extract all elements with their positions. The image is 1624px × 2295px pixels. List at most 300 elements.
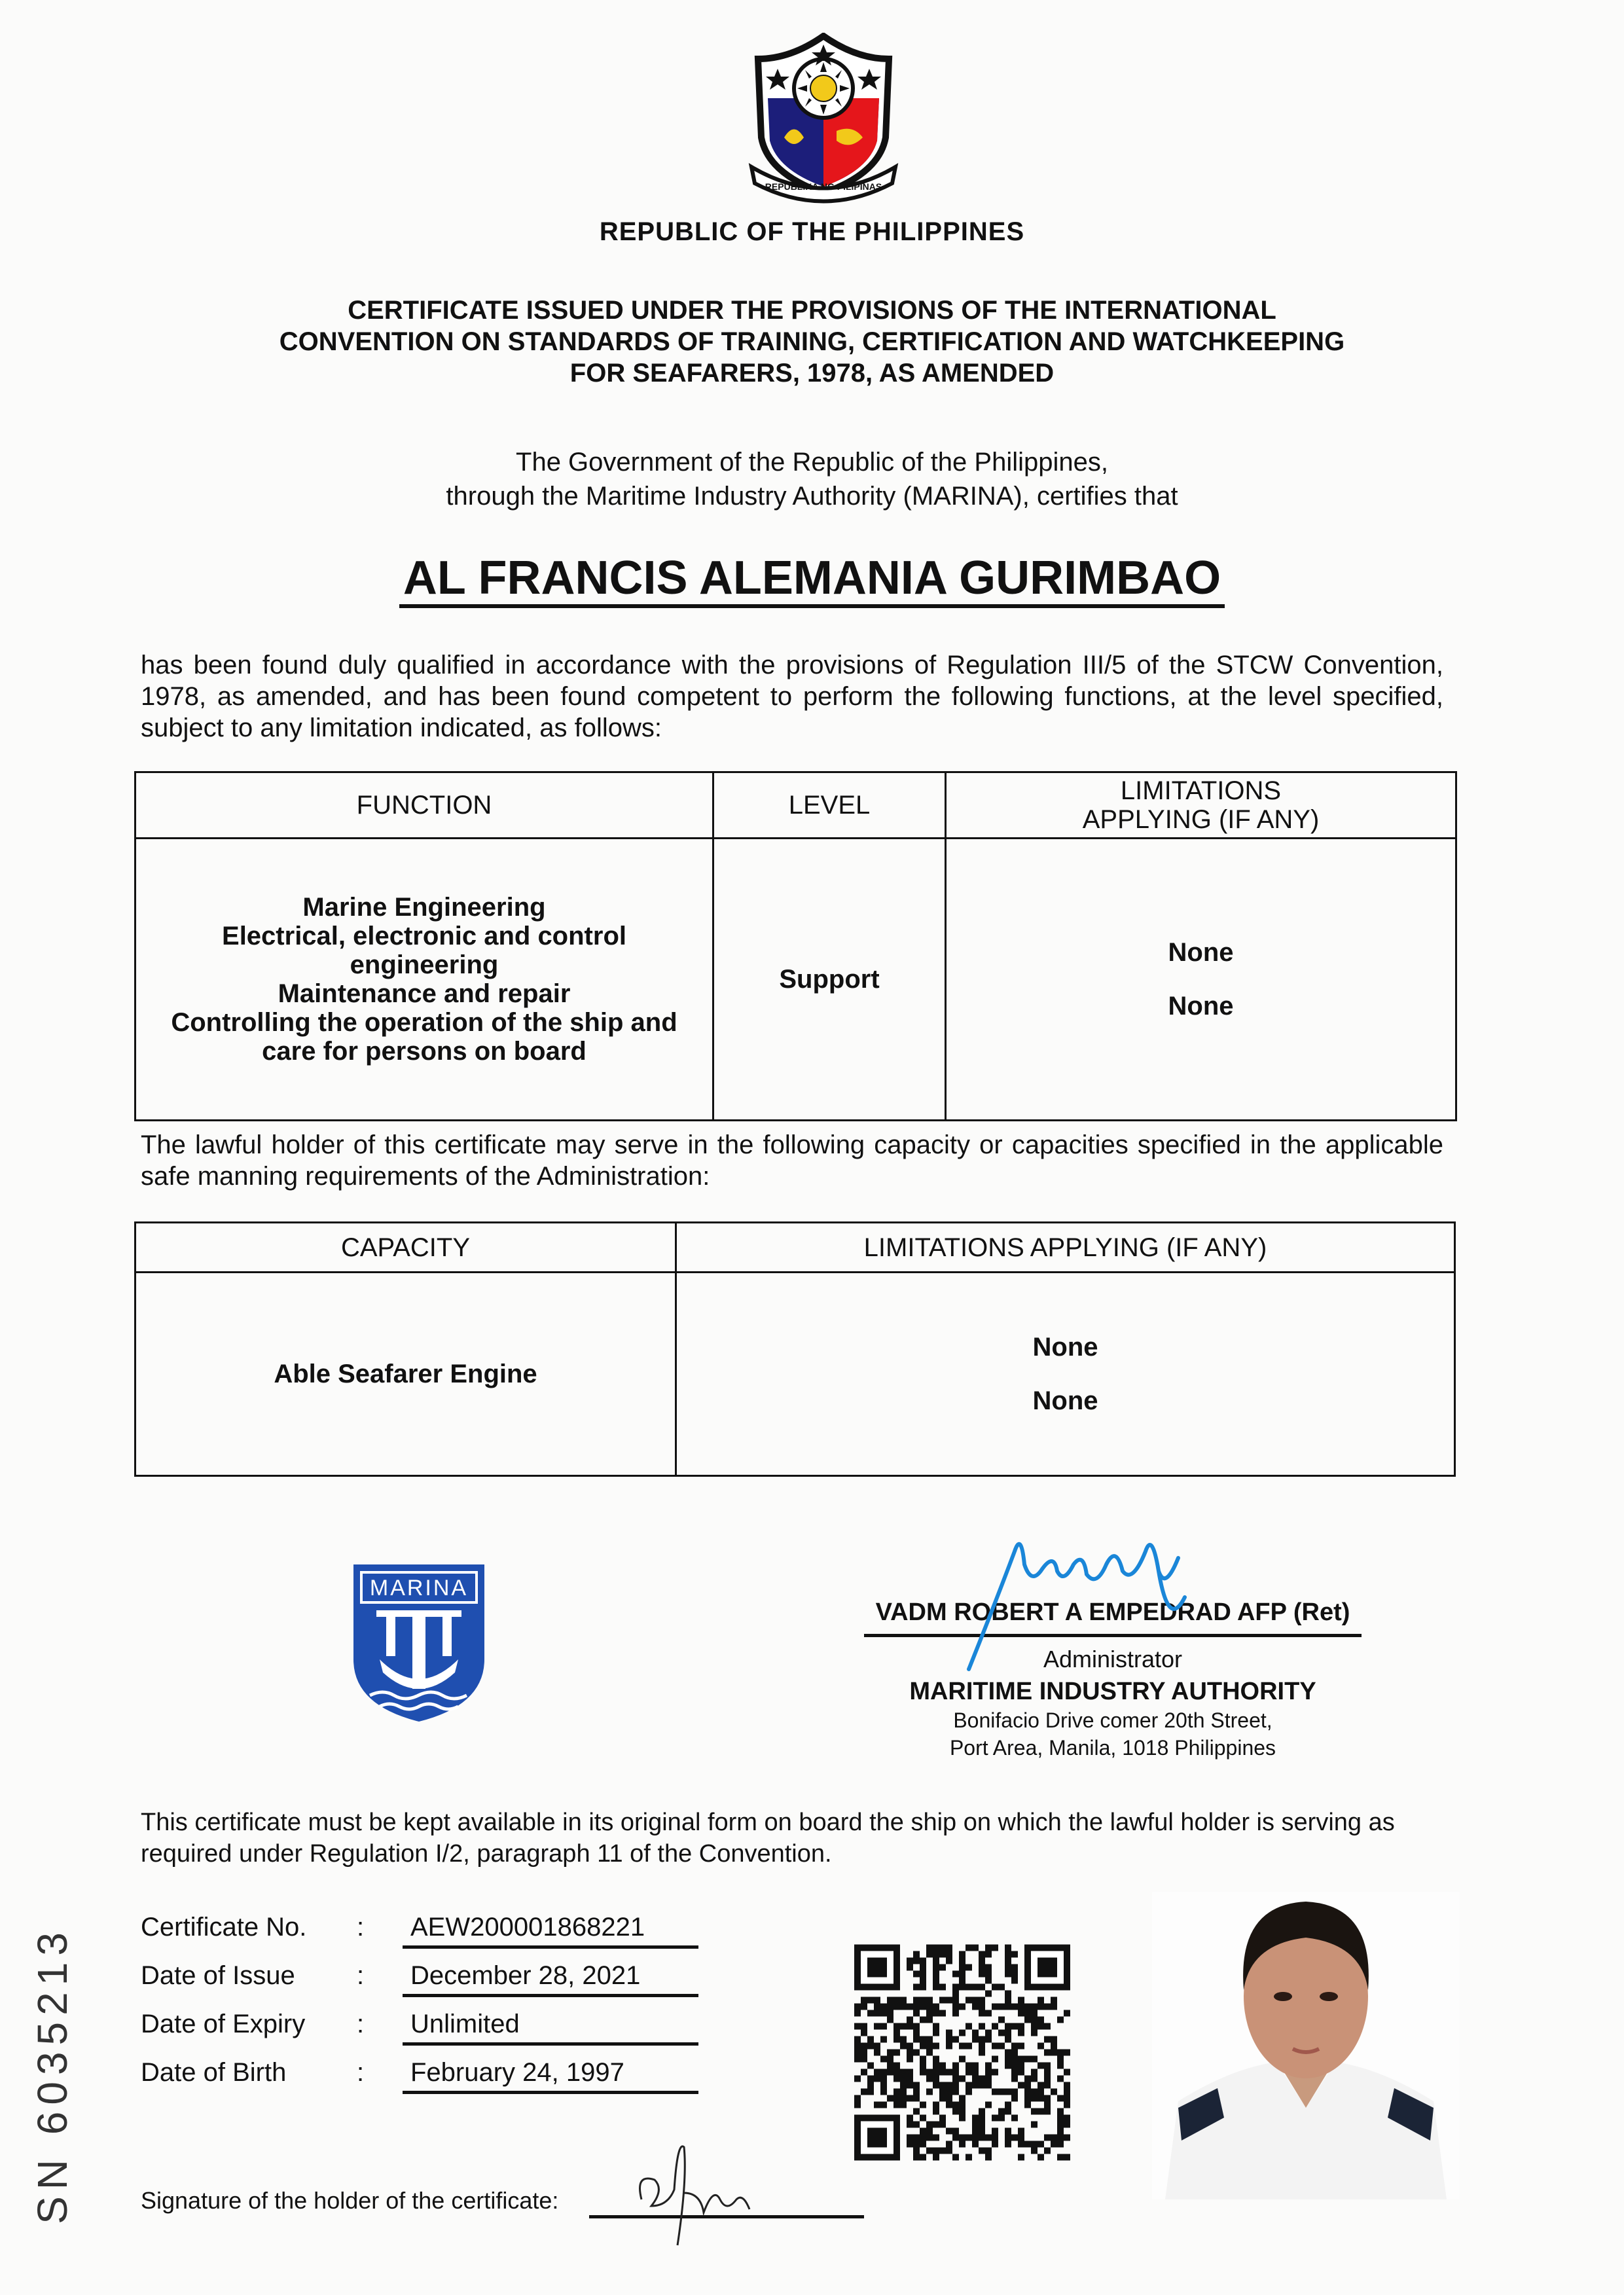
qr-module <box>979 2115 985 2122</box>
qr-module <box>900 2102 907 2108</box>
qr-module <box>959 1978 965 1984</box>
qr-module <box>1064 2154 1070 2161</box>
qr-module <box>972 2076 979 2082</box>
qr-module <box>1031 2004 1038 2010</box>
qr-module <box>926 2010 933 2017</box>
qr-module <box>1024 2095 1031 2102</box>
qr-module <box>1011 1964 1018 1971</box>
qr-module <box>913 2108 920 2115</box>
qr-module <box>985 2154 992 2161</box>
qr-module <box>1044 2063 1051 2069</box>
qr-module <box>1024 2004 1031 2010</box>
qr-module <box>907 2069 913 2076</box>
qr-module <box>1044 2076 1051 2082</box>
qr-module <box>992 2056 998 2063</box>
qr-module <box>1011 2063 1018 2069</box>
qr-module <box>1011 2023 1018 2030</box>
qr-module <box>900 2069 907 2076</box>
qr-module <box>1024 2010 1031 2017</box>
qr-module <box>1031 2030 1038 2036</box>
qr-module <box>979 1971 985 1978</box>
qr-module <box>1024 2082 1031 2089</box>
qr-module <box>965 1945 972 1951</box>
qr-module <box>1018 2154 1024 2161</box>
qr-module <box>972 2122 979 2128</box>
qr-module <box>972 2115 979 2122</box>
qr-module <box>933 2063 939 2069</box>
qr-module <box>893 2036 900 2043</box>
qr-module <box>893 2102 900 2108</box>
qr-module <box>1064 2069 1070 2076</box>
qr-module <box>920 1978 926 1984</box>
detail-label: Date of Issue <box>141 1961 295 1990</box>
qr-module <box>893 1997 900 2004</box>
qr-module <box>933 1984 939 1991</box>
qr-module <box>1018 1997 1024 2004</box>
qr-module <box>1064 2089 1070 2095</box>
qr-module <box>887 2010 893 2017</box>
qr-module <box>998 2004 1005 2010</box>
level-cell: Support <box>713 839 946 1121</box>
qr-module <box>1038 2141 1044 2148</box>
qr-module <box>1011 2050 1018 2056</box>
qr-module <box>907 2004 913 2010</box>
qr-module <box>965 2082 972 2089</box>
marina-logo <box>350 1561 488 1725</box>
qr-module <box>1005 2023 1011 2030</box>
qr-module <box>939 2089 946 2095</box>
qr-module <box>1031 2017 1038 2023</box>
intro-line: through the Maritime Industry Authority (MARINA), certifies that <box>446 482 1178 511</box>
qr-module <box>887 2063 893 2069</box>
qr-module <box>1038 2063 1044 2069</box>
qr-module <box>920 2102 926 2108</box>
qr-module <box>926 2036 933 2043</box>
qr-module <box>985 2082 992 2089</box>
qr-module <box>979 1964 985 1971</box>
qr-module <box>1044 2069 1051 2076</box>
qr-module <box>1044 2023 1051 2030</box>
qr-module <box>1057 2095 1064 2102</box>
keep-on-board-notice: This certificate must be kept available in its original form on board the ship on which the lawful holder is serving as required under Regulation I/2, paragraph 11 of the Convention. <box>141 1809 1395 1868</box>
qr-module <box>979 2082 985 2089</box>
qr-module <box>1051 2135 1057 2141</box>
qr-module <box>854 2095 861 2102</box>
functions-table-header <box>135 772 1456 839</box>
qr-module <box>920 2115 926 2122</box>
qr-module <box>946 2082 952 2089</box>
qr-module <box>926 2128 933 2135</box>
qr-module <box>1031 2056 1038 2063</box>
qr-module <box>1018 2004 1024 2010</box>
qr-module <box>1057 2108 1064 2115</box>
qr-module <box>979 2128 985 2135</box>
qr-module <box>952 2102 959 2108</box>
qr-module <box>985 2036 992 2043</box>
certificate-heading <box>0 295 1624 389</box>
qr-module <box>893 2004 900 2010</box>
qr-module <box>893 2089 900 2095</box>
qr-module <box>874 2102 880 2108</box>
qr-module <box>861 1997 867 2004</box>
qr-module <box>972 2082 979 2089</box>
qr-module <box>880 2089 887 2095</box>
qr-module <box>861 2030 867 2036</box>
qr-module <box>867 2076 874 2082</box>
qr-module <box>1018 2128 1024 2135</box>
qr-module <box>985 2030 992 2036</box>
qr-module <box>1057 2135 1064 2141</box>
qr-module <box>946 1997 952 2004</box>
qr-module <box>1018 2082 1024 2089</box>
detail-row-date-of-expiry <box>141 2003 704 2051</box>
qr-module <box>920 1958 926 1964</box>
qr-module <box>926 1951 933 1958</box>
limitation-value: None <box>1168 992 1234 1021</box>
qr-module <box>867 2036 874 2043</box>
qr-module <box>900 2004 907 2010</box>
qr-module <box>867 2089 874 2095</box>
qr-module <box>939 2095 946 2102</box>
qr-module <box>933 1978 939 1984</box>
qr-module <box>1044 2095 1051 2102</box>
qr-module <box>1031 2108 1038 2115</box>
qr-module <box>959 2135 965 2141</box>
qr-module <box>907 2043 913 2050</box>
qr-module <box>965 2063 972 2069</box>
qr-module <box>926 2148 933 2154</box>
qr-module <box>920 2036 926 2043</box>
qr-module <box>998 2030 1005 2036</box>
capacity-cell: Able Seafarer Engine <box>135 1273 676 1476</box>
qr-module <box>926 2069 933 2076</box>
qr-module <box>1057 2122 1064 2128</box>
qr-module <box>998 2017 1005 2023</box>
limitations-cell <box>946 839 1456 1121</box>
qr-module <box>939 1997 946 2004</box>
function-line: Marine Engineering <box>302 893 546 922</box>
header-capacity: CAPACITY <box>135 1223 676 1273</box>
qr-module <box>992 1945 998 1951</box>
qr-module <box>972 2069 979 2076</box>
qr-module <box>1051 2050 1057 2056</box>
qr-module <box>854 2102 861 2108</box>
qr-module <box>926 2076 933 2082</box>
qr-module <box>874 2076 880 2082</box>
qr-module <box>913 1958 920 1964</box>
qr-module <box>1005 2036 1011 2043</box>
qr-module <box>1038 2023 1044 2030</box>
heading-line: FOR SEAFARERS, 1978, AS AMENDED <box>569 359 1055 388</box>
qr-module <box>1011 2076 1018 2082</box>
anchor-icon <box>376 1610 461 1689</box>
table-row <box>135 1273 1455 1476</box>
qr-module <box>1051 1997 1057 2004</box>
qr-module <box>972 1984 979 1991</box>
detail-value: Unlimited <box>403 2008 698 2046</box>
qr-module <box>972 2004 979 2010</box>
qr-module <box>952 2089 959 2095</box>
qr-module <box>867 1997 874 2004</box>
qr-module <box>1011 2115 1018 2122</box>
qr-module <box>998 1984 1005 1991</box>
qr-module <box>959 2030 965 2036</box>
qr-module <box>913 2010 920 2017</box>
qr-module <box>900 2082 907 2089</box>
qr-module <box>880 2056 887 2063</box>
qr-module <box>972 2141 979 2148</box>
qr-module <box>920 2069 926 2076</box>
qr-module <box>854 2056 861 2063</box>
qr-module <box>861 2069 867 2076</box>
qr-module <box>979 2036 985 2043</box>
qr-module <box>972 2063 979 2069</box>
qr-module <box>1011 2089 1018 2095</box>
qr-module <box>907 2135 913 2141</box>
qr-module <box>952 1991 959 1997</box>
qr-module <box>965 2089 972 2095</box>
qr-module <box>939 1951 946 1958</box>
qr-module <box>965 1964 972 1971</box>
qr-module <box>867 2082 874 2089</box>
qr-module <box>933 2056 939 2063</box>
holder-signature-line <box>589 2215 864 2218</box>
qr-module <box>1057 2128 1064 2135</box>
qr-module <box>972 2128 979 2135</box>
qr-module <box>900 2036 907 2043</box>
qr-module <box>1005 1991 1011 1997</box>
qr-module <box>1031 2148 1038 2154</box>
qr-module <box>920 1984 926 1991</box>
qr-module <box>1038 2154 1044 2161</box>
qr-module <box>1031 2023 1038 2030</box>
qr-module <box>939 1964 946 1971</box>
qr-module <box>1031 2076 1038 2082</box>
qr-module <box>972 2135 979 2141</box>
functions-table <box>134 771 1457 1121</box>
qr-module <box>939 2082 946 2089</box>
qr-module <box>946 2128 952 2135</box>
qr-module <box>920 1997 926 2004</box>
qr-module <box>985 1991 992 1997</box>
qr-module <box>1011 1971 1018 1978</box>
philippine-coat-of-arms-seal <box>738 33 909 209</box>
qr-module <box>979 2108 985 2115</box>
detail-separator: : <box>357 2010 365 2038</box>
country-title: REPUBLIC OF THE PHILIPPINES <box>599 217 1025 246</box>
qr-module <box>979 1951 985 1958</box>
qr-module <box>1005 1951 1011 1958</box>
qr-module <box>965 2135 972 2141</box>
signatory-address-line: Port Area, Manila, 1018 Philippines <box>949 1736 1276 1760</box>
qr-module <box>1024 2076 1031 2082</box>
qr-module <box>874 2010 880 2017</box>
qr-module <box>933 2135 939 2141</box>
qr-module <box>913 2050 920 2056</box>
holder-signature <box>628 2127 759 2252</box>
qr-module <box>861 2056 867 2063</box>
qr-module <box>854 2043 861 2050</box>
qr-module <box>1057 2115 1064 2122</box>
qr-module <box>913 2154 920 2161</box>
qr-module <box>920 2056 926 2063</box>
qr-module <box>926 2089 933 2095</box>
qr-module <box>907 2115 913 2122</box>
qr-module <box>959 1964 965 1971</box>
qr-module <box>985 1951 992 1958</box>
qr-module <box>1011 1951 1018 1958</box>
qr-module <box>979 2043 985 2050</box>
qr-module <box>965 2154 972 2161</box>
qr-module <box>939 2010 946 2017</box>
qr-module <box>1005 2141 1011 2148</box>
qr-module <box>913 1984 920 1991</box>
qr-module <box>992 2135 998 2141</box>
limitation-value: None <box>1032 1333 1098 1362</box>
qr-module <box>1051 2089 1057 2095</box>
qr-module <box>992 2004 998 2010</box>
serial-number-text: SN 6035213 <box>29 1926 76 2224</box>
qr-module <box>920 2135 926 2141</box>
qr-module <box>1064 2102 1070 2108</box>
qr-module <box>1005 2089 1011 2095</box>
qr-module <box>939 2148 946 2154</box>
qr-module <box>1005 1971 1011 1978</box>
qr-module <box>979 2023 985 2030</box>
qr-module <box>1018 2063 1024 2069</box>
qr-module <box>1005 2056 1011 2063</box>
qr-module <box>1057 2154 1064 2161</box>
signatory-name: VADM ROBERT A EMPEDRAD AFP (Ret) <box>864 1597 1362 1637</box>
qr-module <box>893 2023 900 2030</box>
qr-module <box>1057 2063 1064 2069</box>
qr-module <box>1005 1945 1011 1951</box>
qr-module <box>913 2023 920 2030</box>
qr-module <box>1005 1964 1011 1971</box>
qr-module <box>933 2043 939 2050</box>
qr-module <box>920 2154 926 2161</box>
qr-module <box>913 2141 920 2148</box>
header-function: FUNCTION <box>135 772 713 839</box>
qr-module <box>1038 2108 1044 2115</box>
qr-module <box>854 2076 861 2082</box>
qr-module <box>985 1945 992 1951</box>
qr-module <box>880 2102 887 2108</box>
qr-module <box>854 2036 861 2043</box>
intro-line: The Government of the Republic of the Philippines, <box>516 448 1108 477</box>
qr-module <box>959 1958 965 1964</box>
qr-module <box>979 2122 985 2128</box>
qr-module <box>920 2141 926 2148</box>
qr-module <box>907 2082 913 2089</box>
qr-module <box>913 2135 920 2141</box>
qr-module <box>933 1951 939 1958</box>
qr-module <box>1064 2122 1070 2128</box>
qr-module <box>965 2069 972 2076</box>
capacity-table-header <box>135 1223 1455 1273</box>
qr-module <box>992 2128 998 2135</box>
qr-module <box>926 2004 933 2010</box>
qr-module <box>946 2148 952 2154</box>
qr-module <box>939 1984 946 1991</box>
qr-module <box>1005 2128 1011 2135</box>
header-limitations: LIMITATIONS APPLYING (IF ANY) <box>676 1223 1455 1273</box>
header-limitations-line: APPLYING (IF ANY) <box>1082 805 1320 834</box>
qr-module <box>1057 2050 1064 2056</box>
qr-module <box>913 2036 920 2043</box>
qr-module <box>920 1964 926 1971</box>
qr-module <box>880 2076 887 2082</box>
qr-module <box>1057 2076 1064 2082</box>
qr-module <box>952 2010 959 2017</box>
qr-module <box>913 1997 920 2004</box>
qr-module <box>1005 2135 1011 2141</box>
qr-module <box>1051 2036 1057 2043</box>
qr-module <box>861 2043 867 2050</box>
qr-module <box>1044 2108 1051 2115</box>
qr-module <box>1038 2043 1044 2050</box>
qr-module <box>880 2004 887 2010</box>
qr-module <box>959 2141 965 2148</box>
qr-module <box>1018 2030 1024 2036</box>
qr-module <box>933 2004 939 2010</box>
detail-separator: : <box>357 1913 365 1942</box>
qr-module <box>880 2082 887 2089</box>
qr-module <box>946 1945 952 1951</box>
certification-intro <box>0 445 1624 513</box>
qr-module <box>939 2069 946 2076</box>
qr-module <box>926 2122 933 2128</box>
qr-module <box>998 2043 1005 2050</box>
qr-module <box>1005 2102 1011 2108</box>
qr-module <box>907 2017 913 2023</box>
qr-module <box>867 2063 874 2069</box>
detail-row-certificate-no <box>141 1906 704 1955</box>
qr-module <box>998 2108 1005 2115</box>
qr-module <box>913 2148 920 2154</box>
qr-module <box>979 2076 985 2082</box>
qr-module <box>959 2095 965 2102</box>
qr-module <box>952 2036 959 2043</box>
qr-module <box>893 2063 900 2069</box>
qr-module <box>907 2050 913 2056</box>
qr-module <box>1005 1958 1011 1964</box>
qr-module <box>952 2063 959 2069</box>
detail-value: December 28, 2021 <box>403 1960 698 1997</box>
qr-module <box>920 2004 926 2010</box>
qr-module <box>952 1971 959 1978</box>
qr-module <box>907 2076 913 2082</box>
qr-module <box>1018 2023 1024 2030</box>
qr-module <box>861 2023 867 2030</box>
function-line: Electrical, electronic and control <box>222 922 626 950</box>
qr-module <box>1057 2056 1064 2063</box>
qr-module <box>985 2148 992 2154</box>
heading-line: CONVENTION ON STANDARDS OF TRAINING, CERTIFICATION AND WATCHKEEPING <box>279 327 1345 356</box>
qr-module <box>1018 2043 1024 2050</box>
qr-module <box>998 2089 1005 2095</box>
qr-module <box>926 2135 933 2141</box>
qr-module <box>854 2010 861 2017</box>
qr-module <box>854 2023 861 2030</box>
limitation-value: None <box>1032 1386 1098 1415</box>
qr-module <box>1051 2043 1057 2050</box>
qr-module <box>972 2030 979 2036</box>
qr-module <box>1064 2095 1070 2102</box>
signatory-organization: MARITIME INDUSTRY AUTHORITY <box>909 1678 1316 1705</box>
qr-module <box>952 1984 959 1991</box>
qr-module <box>900 2076 907 2082</box>
